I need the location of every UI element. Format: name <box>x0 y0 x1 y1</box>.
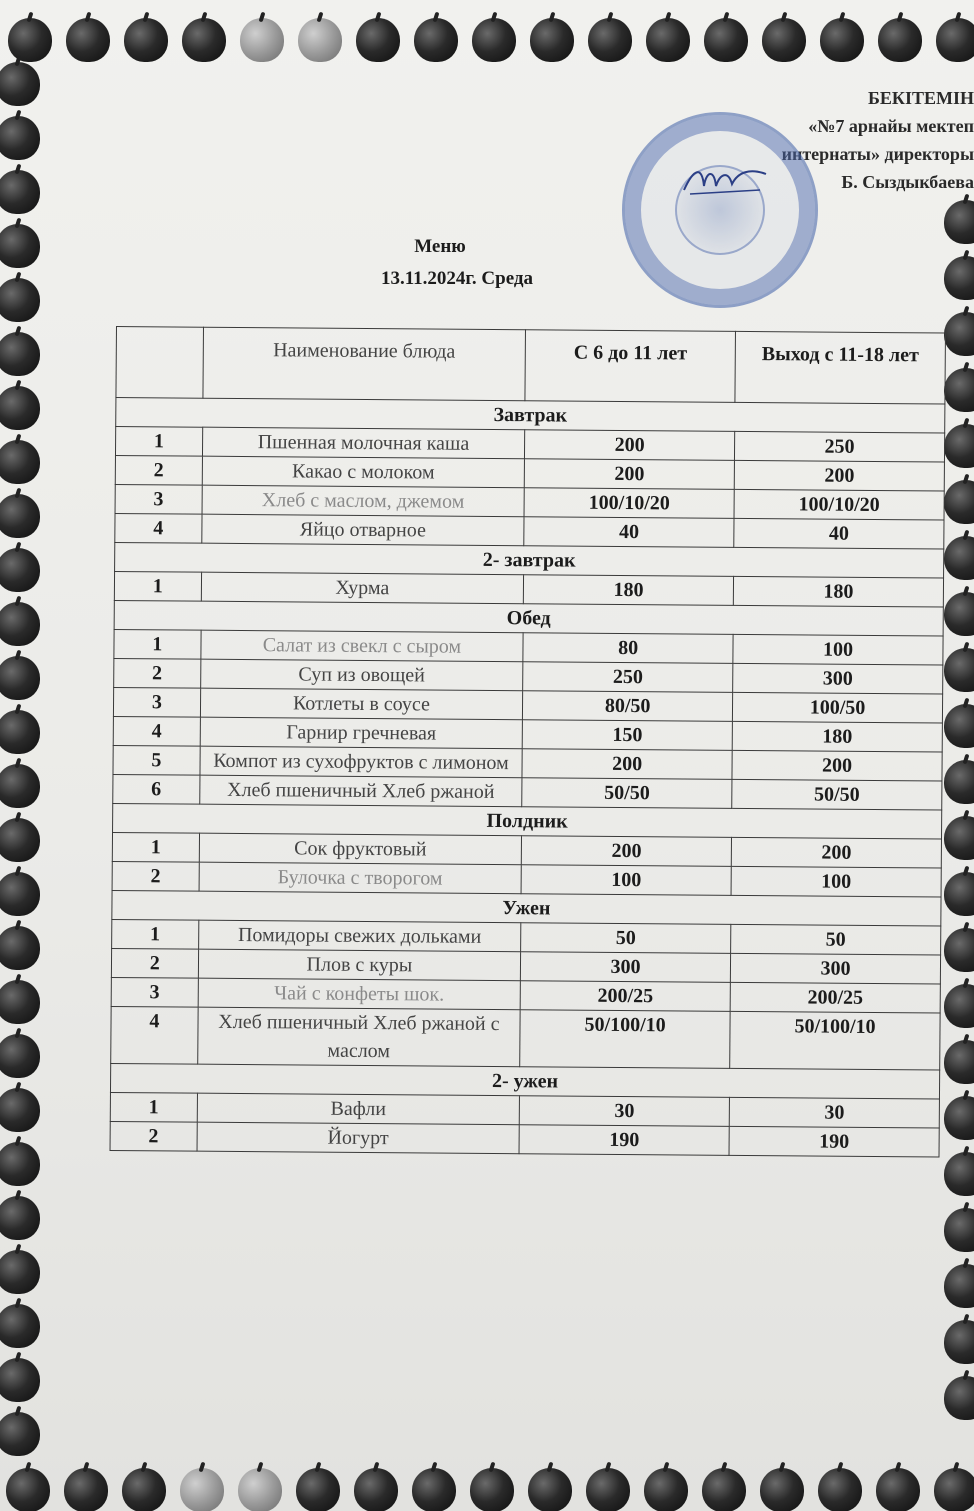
row-number: 2 <box>111 948 198 978</box>
header-age-11-18: Выход с 11-18 лет <box>735 331 945 404</box>
apple-border-icon <box>934 1468 974 1511</box>
apple-border-icon <box>0 1304 40 1348</box>
apple-border-icon <box>944 928 974 972</box>
apple-border-icon <box>878 18 922 62</box>
portion-11-18: 200 <box>732 750 942 781</box>
row-number: 1 <box>110 1092 197 1122</box>
row-number: 6 <box>113 774 200 804</box>
apple-border-icon <box>0 548 40 592</box>
row-number: 2 <box>110 1121 197 1151</box>
apple-border-icon <box>944 1040 974 1084</box>
apple-border-icon <box>0 1412 40 1456</box>
portion-6-11: 250 <box>523 662 733 693</box>
apple-border-icon <box>0 62 40 106</box>
portion-11-18: 250 <box>735 431 945 462</box>
apple-border-icon <box>820 18 864 62</box>
apple-border-icon <box>354 1468 398 1511</box>
apple-border-icon <box>0 764 40 808</box>
apple-border-icon <box>8 18 52 62</box>
apple-border-icon <box>0 872 40 916</box>
apple-border-icon <box>944 1208 974 1252</box>
portion-6-11: 30 <box>519 1096 729 1127</box>
portion-6-11: 200 <box>521 836 731 867</box>
apple-border-icon <box>470 1468 514 1511</box>
page-title: Меню <box>414 236 466 257</box>
apple-border-icon <box>944 816 974 860</box>
apple-border-icon <box>944 872 974 916</box>
dish-name: Помидоры свежих дольками <box>198 920 521 952</box>
apple-border-icon <box>944 1320 974 1364</box>
portion-11-18: 200 <box>731 837 941 868</box>
apple-border-icon <box>0 386 40 430</box>
apple-border-icon <box>944 648 974 692</box>
section-title: Завтрак <box>116 398 945 434</box>
portion-11-18: 40 <box>734 518 944 549</box>
apple-border-icon <box>944 200 974 244</box>
apple-border-icon <box>238 1468 282 1511</box>
apple-border-icon <box>588 18 632 62</box>
apple-border-icon <box>944 480 974 524</box>
row-number: 2 <box>112 861 199 891</box>
apple-border-icon <box>818 1468 862 1511</box>
apple-border-icon <box>0 170 40 214</box>
apple-border-icon <box>0 656 40 700</box>
row-number: 3 <box>111 977 198 1007</box>
apple-border-icon <box>0 116 40 160</box>
apple-border-icon <box>0 440 40 484</box>
dish-name: Салат из свекл с сыром <box>201 630 524 662</box>
section-title: Ужен <box>112 890 941 926</box>
apple-border-icon <box>122 1468 166 1511</box>
apple-border-icon <box>356 18 400 62</box>
apple-border-icon <box>472 18 516 62</box>
menu-table-body <box>110 398 945 1157</box>
dish-name: Суп из овощей <box>200 659 523 691</box>
dish-name: Гарнир гречневая <box>200 717 523 749</box>
apple-border-icon <box>944 704 974 748</box>
portion-6-11: 200 <box>522 749 732 780</box>
apple-border-icon <box>944 368 974 412</box>
apple-border-icon <box>240 18 284 62</box>
dish-name: Хурма <box>201 572 524 604</box>
approval-director-name: Б. Сыздыкбаева <box>841 172 974 192</box>
header-dish-name: Наименование блюда <box>203 327 526 401</box>
apple-border-icon <box>944 1096 974 1140</box>
portion-11-18: 100 <box>733 634 943 665</box>
apple-border-icon <box>530 18 574 62</box>
portion-6-11: 300 <box>521 952 731 983</box>
apple-border-icon <box>0 926 40 970</box>
dish-name: Яйцо отварное <box>201 514 524 546</box>
signature-icon <box>680 160 770 200</box>
apple-border-icon <box>6 1468 50 1511</box>
dish-name: Вафли <box>197 1093 520 1125</box>
apple-border-icon <box>124 18 168 62</box>
portion-11-18: 50 <box>731 924 941 955</box>
apple-border-icon <box>64 1468 108 1511</box>
apple-border-icon <box>0 710 40 754</box>
row-number: 1 <box>115 427 202 457</box>
portion-11-18: 50/100/10 <box>730 1011 940 1070</box>
table-row <box>110 1121 939 1157</box>
section-title: Обед <box>114 600 943 636</box>
dish-name: Хлеб с маслом, джемом <box>202 485 525 517</box>
apple-border-icon <box>936 18 974 62</box>
row-number: 2 <box>114 658 201 688</box>
portion-11-18: 100 <box>731 866 941 897</box>
apple-border-icon <box>944 984 974 1028</box>
portion-11-18: 180 <box>733 576 943 607</box>
portion-11-18: 200/25 <box>730 982 940 1013</box>
dish-name: Плов с куры <box>198 949 521 981</box>
portion-6-11: 50/50 <box>522 778 732 809</box>
menu-table <box>110 326 946 1157</box>
apple-border-icon <box>0 818 40 862</box>
dish-name: Компот из сухофруктов с лимоном <box>200 746 523 778</box>
apple-border-icon <box>0 1196 40 1240</box>
apple-border-icon <box>528 1468 572 1511</box>
portion-11-18: 180 <box>732 721 942 752</box>
apple-border-icon <box>412 1468 456 1511</box>
row-number: 1 <box>112 919 199 949</box>
apple-border-icon <box>762 18 806 62</box>
portion-11-18: 300 <box>730 953 940 984</box>
row-number: 1 <box>114 571 201 601</box>
apple-border-icon <box>944 760 974 804</box>
apple-border-icon <box>702 1468 746 1511</box>
apple-border-icon <box>0 602 40 646</box>
header-number <box>116 327 203 399</box>
portion-6-11: 200 <box>525 430 735 461</box>
row-number: 5 <box>113 745 200 775</box>
dish-name: Пшенная молочная каша <box>202 427 525 459</box>
portion-11-18: 50/50 <box>732 779 942 810</box>
apple-border-icon <box>876 1468 920 1511</box>
dish-name: Чай с конфеты шок. <box>198 978 521 1010</box>
portion-11-18: 30 <box>729 1097 939 1128</box>
apple-border-icon <box>0 1142 40 1186</box>
apple-border-icon <box>0 1088 40 1132</box>
apple-border-icon <box>0 1358 40 1402</box>
row-number: 1 <box>112 832 199 862</box>
portion-6-11: 190 <box>519 1125 729 1156</box>
portion-6-11: 100 <box>521 865 731 896</box>
portion-6-11: 80/50 <box>523 691 733 722</box>
portion-6-11: 200 <box>524 459 734 490</box>
portion-6-11: 50/100/10 <box>520 1010 730 1069</box>
apple-border-icon <box>704 18 748 62</box>
portion-6-11: 150 <box>522 720 732 751</box>
dish-name: Булочка с творогом <box>199 862 522 894</box>
apple-border-icon <box>646 18 690 62</box>
table-row <box>111 1006 940 1070</box>
row-number: 4 <box>113 716 200 746</box>
portion-6-11: 80 <box>523 633 733 664</box>
section-title: 2- ужен <box>110 1063 939 1099</box>
apple-border-icon <box>944 424 974 468</box>
approval-heading: БЕКІТЕМІН <box>868 88 974 108</box>
portion-6-11: 100/10/20 <box>524 488 734 519</box>
apple-border-icon <box>298 18 342 62</box>
portion-11-18: 100/10/20 <box>734 489 944 520</box>
portion-6-11: 200/25 <box>520 981 730 1012</box>
apple-border-icon <box>0 1034 40 1078</box>
table-header-row <box>116 327 946 405</box>
section-title: 2- завтрак <box>115 542 944 578</box>
apple-border-icon <box>414 18 458 62</box>
apple-border-icon <box>296 1468 340 1511</box>
apple-border-icon <box>760 1468 804 1511</box>
apple-border-icon <box>644 1468 688 1511</box>
portion-11-18: 100/50 <box>732 692 942 723</box>
apple-border-icon <box>944 1264 974 1308</box>
apple-border-icon <box>944 256 974 300</box>
apple-border-icon <box>66 18 110 62</box>
apple-border-icon <box>0 980 40 1024</box>
section-title: Полдник <box>113 803 942 839</box>
dish-name: Сок фруктовый <box>199 833 522 865</box>
approval-position: интернаты» директоры <box>781 144 974 164</box>
apple-border-icon <box>944 592 974 636</box>
header-age-6-11: С 6 до 11 лет <box>525 330 735 403</box>
dish-name: Котлеты в соусе <box>200 688 523 720</box>
portion-6-11: 180 <box>524 575 734 606</box>
row-number: 2 <box>115 455 202 485</box>
dish-name: Хлеб пшеничный Хлеб ржаной с маслом <box>197 1007 520 1067</box>
apple-border-icon <box>586 1468 630 1511</box>
menu-date: 13.11.2024г. Среда <box>380 268 534 289</box>
dish-name: Какао с молоком <box>202 456 525 488</box>
portion-6-11: 40 <box>524 517 734 548</box>
portion-6-11: 50 <box>521 923 731 954</box>
portion-11-18: 190 <box>729 1126 939 1157</box>
row-number: 4 <box>115 513 202 543</box>
row-number: 3 <box>113 687 200 717</box>
row-number: 1 <box>114 629 201 659</box>
apple-border-icon <box>944 1152 974 1196</box>
apple-border-icon <box>944 536 974 580</box>
dish-name: Хлеб пшеничный Хлеб ржаной <box>199 775 522 807</box>
approval-school: «№7 арнайы мектеп <box>808 116 974 136</box>
dish-name: Йогурт <box>197 1122 520 1154</box>
apple-border-icon <box>944 312 974 356</box>
apple-border-icon <box>0 494 40 538</box>
apple-border-icon <box>182 18 226 62</box>
row-number: 4 <box>111 1006 198 1064</box>
portion-11-18: 300 <box>733 663 943 694</box>
portion-11-18: 200 <box>734 460 944 491</box>
apple-border-icon <box>180 1468 224 1511</box>
row-number: 3 <box>115 484 202 514</box>
apple-border-icon <box>0 332 40 376</box>
apple-border-icon <box>0 1250 40 1294</box>
apple-border-icon <box>944 1376 974 1420</box>
